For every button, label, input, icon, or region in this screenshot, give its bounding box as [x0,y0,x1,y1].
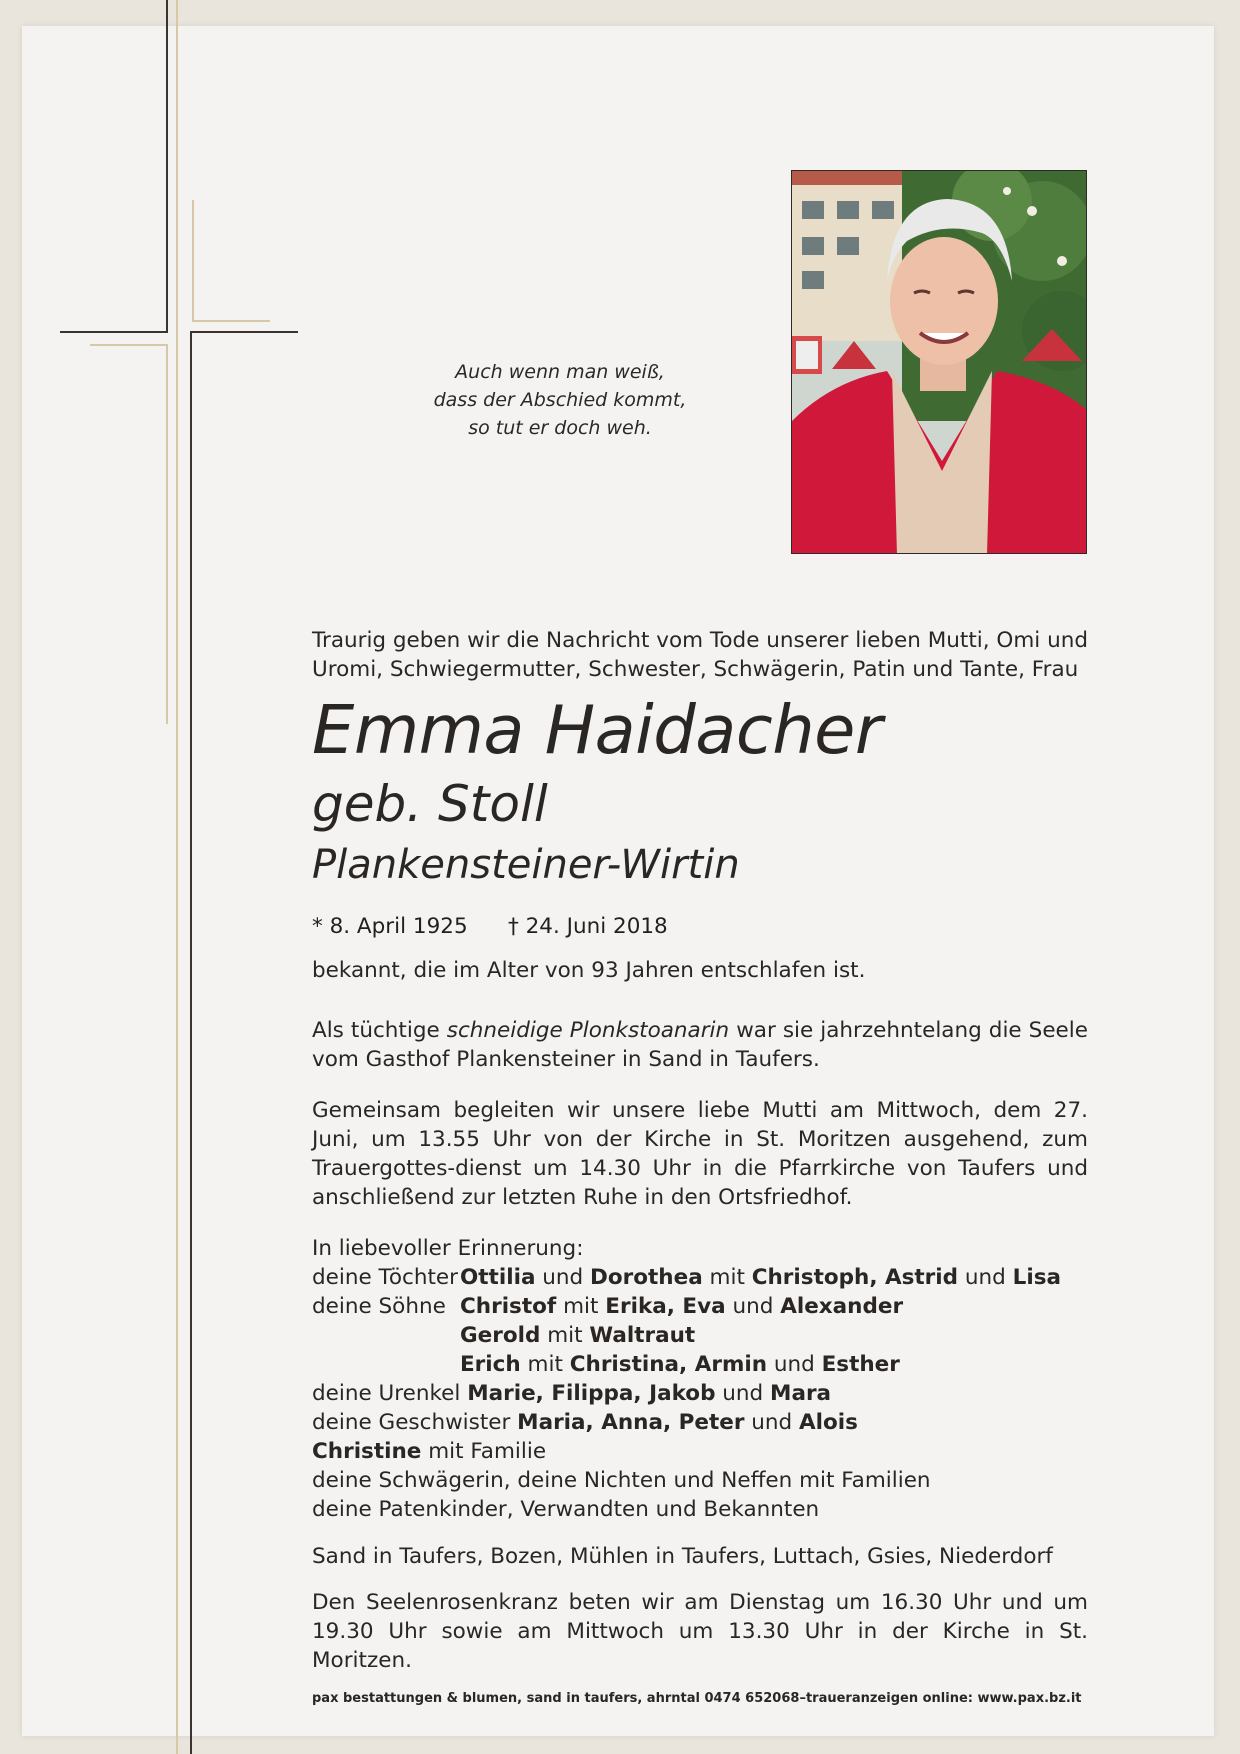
portrait-illustration [792,171,1087,554]
places-text: Sand in Taufers, Bozen, Mühlen in Taufers, Luttach, Gsies, Niederdorf [312,1544,1053,1569]
family-list [312,1234,1088,1524]
rosary-text: Den Seelenrosenkranz beten wir am Dienstag um 16.30 Uhr und um 19.30 Uhr sowie am Mittwoch um 13.30 Uhr in der Kirche in St. Moritzen. [312,1590,1088,1673]
family-row-sons: deine Söhne Christof mit Erika, Eva und Alexander [312,1294,904,1319]
intro-text [312,626,1088,684]
death-date: † 24. Juni 2018 [508,914,668,939]
paragraph-text: war sie jahrzehntelang die Seele vom Gasthof Plankensteiner in Sand in Taufers. [312,1018,1088,1072]
family-row-sons-3: Erich mit Christina, Armin und Esther [460,1352,900,1377]
paragraph-life [312,1016,1088,1074]
paragraph-emphasis: schneidige Plonkstoanarin [446,1018,730,1043]
quote-line: so tut er doch weh. [468,417,652,439]
nickname: Plankensteiner-Wirtin [312,842,740,888]
footer-text: pax bestattungen & blumen, sand in taufers, ahrntal 0474 652068–traueranzeigen online: www.pax.bz.it [312,1691,1082,1706]
family-row-christine: Christine mit Familie [312,1439,547,1464]
deceased-name: Emma Haidacher [312,691,882,769]
family-row-sons-2: Gerold mit Waltraut [460,1323,696,1348]
family-row-in-laws: deine Schwägerin, deine Nichten und Neffen mit Familien [312,1468,931,1493]
quote [420,358,700,442]
life-dates [312,912,668,941]
birth-date: * 8. April 1925 [312,914,468,939]
maiden-name: geb. Stoll [312,775,548,833]
family-label: deine Töchter [312,1265,458,1290]
quote-line: Auch wenn man weiß, [455,361,665,383]
family-row-daughters: deine Töchter Ottilia und Dorothea mit Christoph, Astrid und Lisa [312,1265,1062,1290]
family-label: deine Söhne [312,1294,446,1319]
paragraph-funeral: Gemeinsam begleiten wir unsere liebe Mutti am Mittwoch, dem 27. Juni, um 13.55 Uhr von der Kirche in St. Moritzen ausgehend, zum Trauergottes-dienst um 14.30 Uhr in die Pfarrkirche von Taufers und anschließend zur letzten Ruhe in den Ortsfriedhof. [312,1098,1088,1210]
family-row-great-grandchildren: deine Urenkel Marie, Filippa, Jakob und Mara [312,1381,832,1406]
intro-line: Uromi, Schwiegermutter, Schwester, Schwägerin, Patin und Tante, Frau [312,657,1079,682]
family-heading: In liebevoller Erinnerung: [312,1236,584,1261]
family-row-godchildren: deine Patenkinder, Verwandten und Bekannten [312,1497,820,1522]
quote-line: dass der Abschied kommt, [433,389,687,411]
age-text: bekannt, die im Alter von 93 Jahren entschlafen ist. [312,958,866,983]
paragraph-text: Als tüchtige [312,1018,447,1043]
intro-line: Traurig geben wir die Nachricht vom Tode unserer lieben Mutti, Omi und [312,628,1088,653]
family-row-siblings: deine Geschwister Maria, Anna, Peter und Alois [312,1410,858,1435]
portrait-photo [791,170,1087,554]
